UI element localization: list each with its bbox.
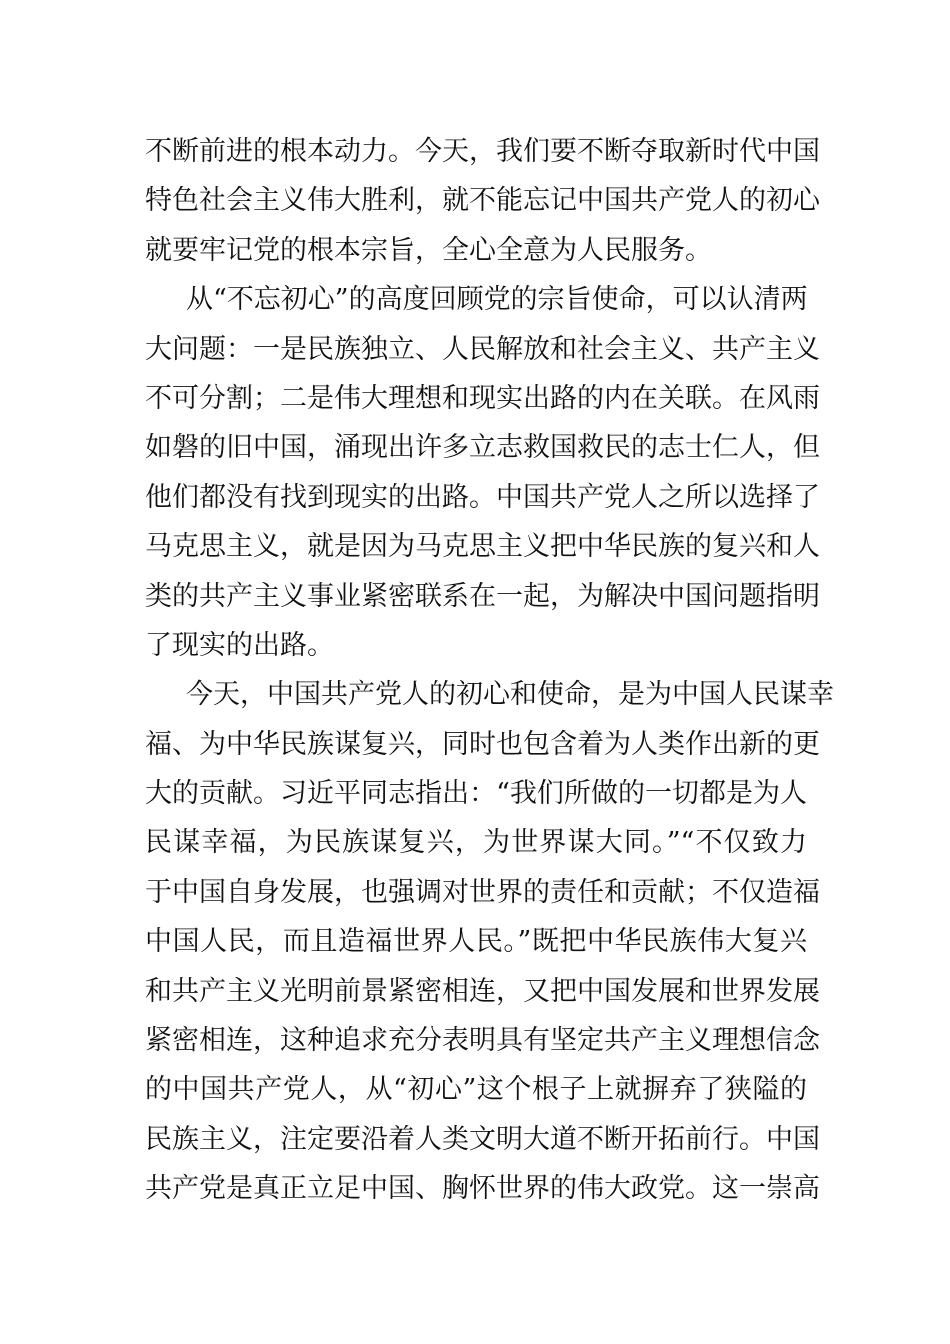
text-line: 从“不忘初心”的高度回顾党的宗旨使命，可以认清两 (186, 284, 808, 316)
text-line: 特色社会主义伟大胜利，就不能忘记中国共产党人的初心 (145, 185, 820, 217)
text-line: 民谋幸福，为民族谋复兴，为世界谋大同。”“不仅致力 (145, 827, 807, 859)
document-body (145, 127, 834, 1214)
paragraph-3 (145, 670, 834, 1213)
text-line: 共产党是真正立足中国、胸怀世界的伟大政党。这一崇高 (145, 1173, 820, 1205)
text-line: 的中国共产党人，从“初心”这个根子上就摒弃了狭隘的 (145, 1074, 807, 1106)
text-line: 不可分割；二是伟大理想和现实出路的内在关联。在风雨 (145, 382, 820, 414)
text-line: 了现实的出路。 (145, 629, 334, 661)
text-line: 就要牢记党的根本宗旨，全心全意为人民服务。 (145, 234, 712, 266)
text-line: 和共产主义光明前景紧密相连，又把中国发展和世界发展 (145, 975, 820, 1007)
text-line: 他们都没有找到现实的出路。中国共产党人之所以选择了 (145, 481, 820, 513)
text-line: 马克思主义，就是因为马克思主义把中华民族的复兴和人 (145, 531, 820, 563)
text-line: 不断前进的根本动力。今天，我们要不断夺取新时代中国 (145, 136, 820, 167)
text-line: 紧密相连，这种追求充分表明具有坚定共产主义理想信念 (145, 1025, 820, 1057)
text-line: 中国人民，而且造福世界人民。”既把中华民族伟大复兴 (145, 926, 807, 958)
text-line: 于中国自身发展，也强调对世界的责任和贡献；不仅造福 (145, 876, 820, 908)
text-line: 类的共产主义事业紧密联系在一起，为解决中国问题指明 (145, 580, 820, 612)
text-line: 大问题：一是民族独立、人民解放和社会主义、共产主义 (145, 333, 820, 365)
text-line: 福、为中华民族谋复兴，同时也包含着为人类作出新的更 (145, 728, 820, 760)
text-line: 大的贡献。习近平同志指出：“我们所做的一切都是为人 (145, 778, 807, 810)
text-line: 民族主义，注定要沿着人类文明大道不断开拓前行。中国 (145, 1123, 820, 1155)
paragraph-1 (145, 127, 820, 275)
text-line: 今天，中国共产党人的初心和使命，是为中国人民谋幸 (186, 679, 834, 711)
paragraph-2 (145, 275, 820, 670)
text-line: 如磐的旧中国，涌现出许多立志救国救民的志士仁人，但 (145, 432, 820, 464)
